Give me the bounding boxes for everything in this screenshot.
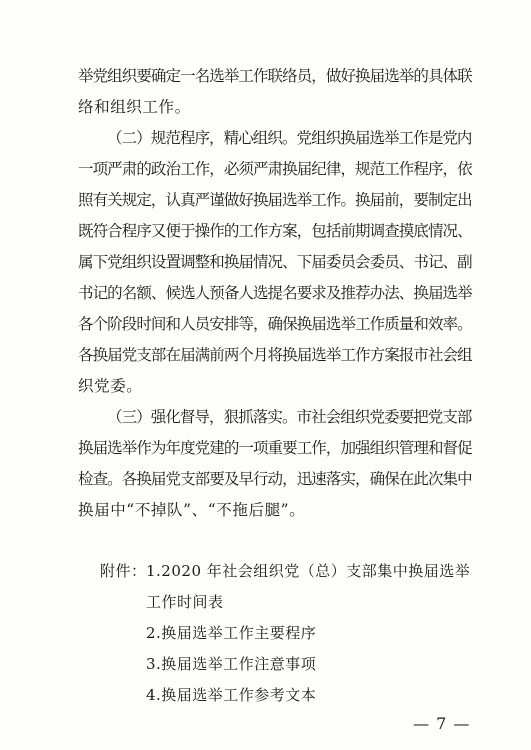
- attachments-label: 附件：: [100, 562, 147, 580]
- paragraph-line: 各个阶段时间和人员安排等，确保换届选举工作质量和效率。: [78, 315, 472, 333]
- paragraph-line: 换届选举作为年度党建的一项重要工作，加强组织管理和督促: [78, 439, 472, 457]
- paragraph-line: 换届中“不掉队”、“不拖后腿”。: [78, 501, 306, 519]
- paragraph-line: （三）强化督导，狠抓落实。市社会组织党委要把党支部: [107, 408, 472, 426]
- paragraph-line: 络和组织工作。: [78, 98, 191, 116]
- page-number: — 7 —: [413, 714, 471, 733]
- attachment-item: 1.2020 年社会组织党（总）支部集中换届选举: [146, 562, 471, 580]
- paragraph-line: 各换届党支部在届满前两个月将换届选举工作方案报市社会组: [78, 346, 472, 364]
- paragraph-line: （二）规范程序，精心组织。党组织换届选举工作是党内: [107, 129, 472, 147]
- attachment-item: 2.换届选举工作主要程序: [146, 624, 317, 642]
- paragraph-line: 书记的名额、候选人预备人选提名要求及推荐办法、换届选举: [78, 284, 472, 302]
- paragraph-line: 照有关规定，认真严谨做好换届选举工作。换届前，要制定出: [78, 191, 472, 209]
- paragraph-line: 织党委。: [78, 377, 143, 395]
- paragraph-line: 检查。各换届党支部要及早行动，迅速落实，确保在此次集中: [78, 470, 472, 488]
- paragraph-line: 属下党组织设置调整和换届情况、下届委员会委员、书记、副: [78, 253, 472, 271]
- paragraph-line: 一项严肃的政治工作，必须严肃换届纪律，规范工作程序，依: [78, 160, 472, 178]
- paragraph-line: 举党组织要确定一名选举工作联络员，做好换届选举的具体联: [78, 67, 472, 85]
- attachment-item: 3.换届选举工作注意事项: [146, 655, 317, 673]
- paragraph-line: 既符合程序又便于操作的工作方案，包括前期调查摸底情况、: [78, 222, 472, 240]
- attachment-item: 工作时间表: [146, 593, 224, 611]
- attachment-item: 4.换届选举工作参考文本: [146, 686, 317, 704]
